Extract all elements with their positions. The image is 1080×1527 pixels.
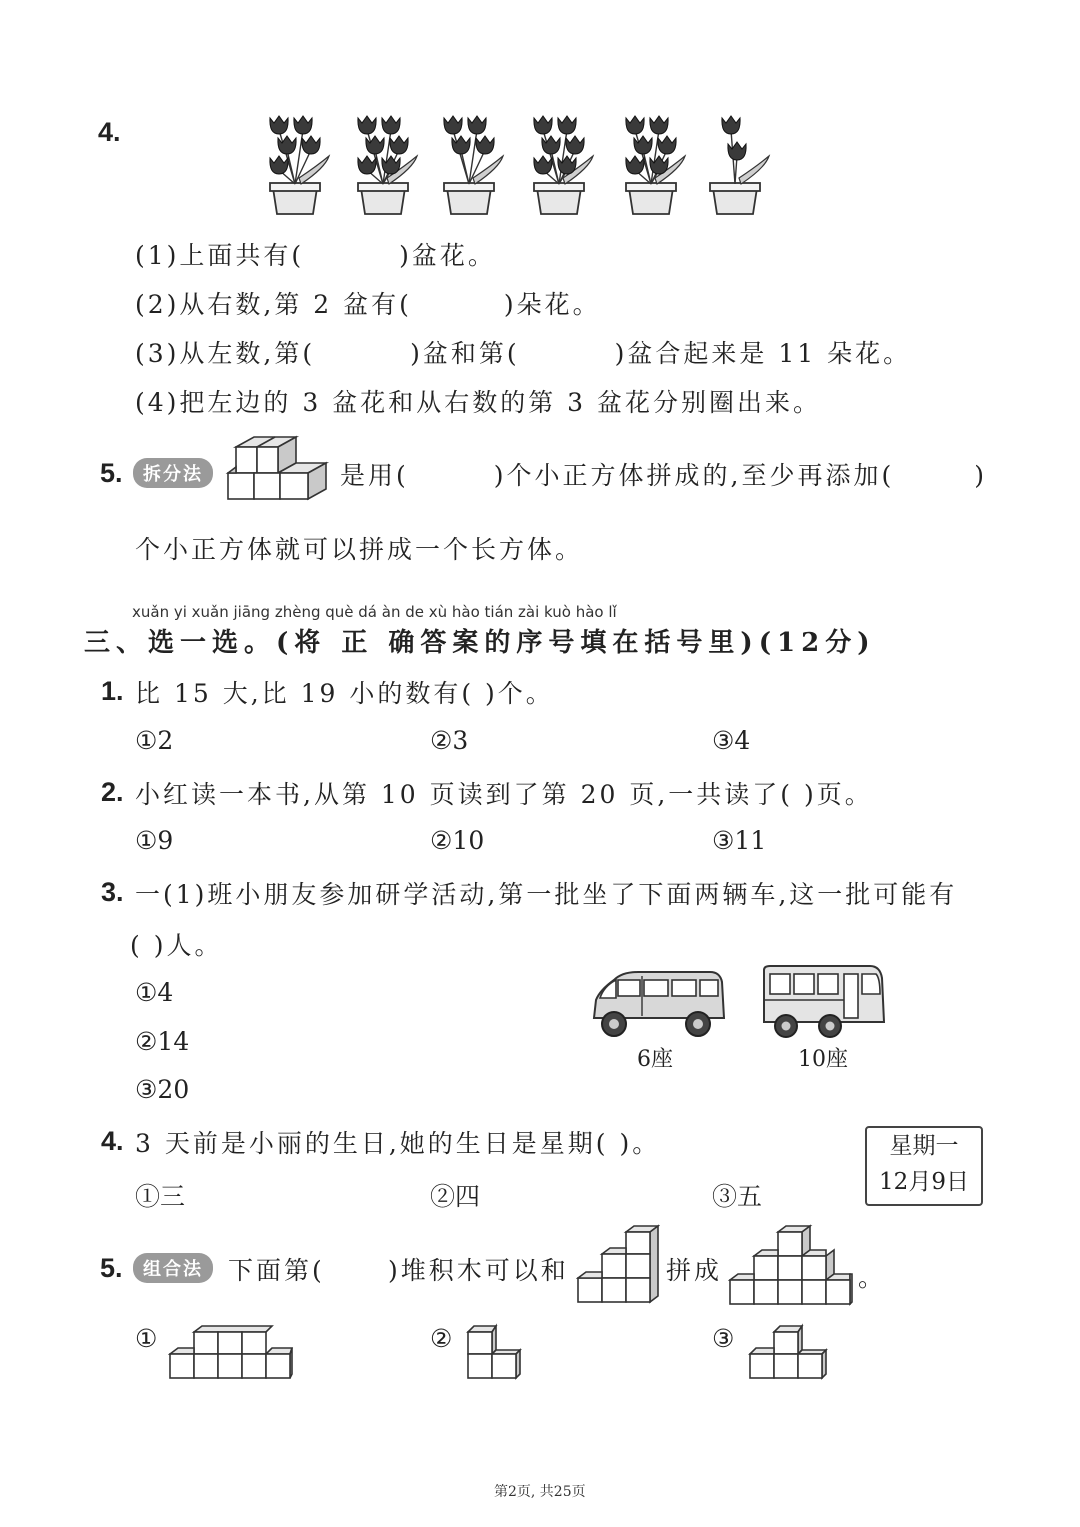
q5-t1: 是用( — [340, 461, 409, 490]
tulip-flower — [468, 116, 486, 134]
q4-l1-b: )盆花。 — [399, 241, 496, 270]
calendar-card — [865, 1126, 983, 1206]
s3q2-option-1[interactable]: ①9 — [135, 826, 174, 855]
tulip-flower — [558, 116, 576, 134]
q4-line-1 — [135, 236, 496, 272]
flower-pot-1 — [270, 116, 329, 214]
van-seat-label: 6座 — [637, 1047, 673, 1072]
s3q2-number: 2. — [101, 777, 124, 807]
q5-cube-figure — [224, 433, 334, 517]
flower-pots-illustration — [255, 108, 775, 218]
q5-method-tag: 拆分法 — [133, 458, 213, 488]
tulip-flower — [650, 116, 668, 134]
flower-pot-6 — [710, 116, 769, 214]
tulip-flower — [626, 156, 644, 174]
q4-l2-b: )朵花。 — [503, 290, 601, 319]
calendar-weekday: 星期一 — [889, 1133, 959, 1159]
s3q2-option-2[interactable]: ②10 — [430, 826, 485, 855]
calendar-date: 12月9日 — [879, 1169, 969, 1195]
flower-pot-3 — [444, 116, 503, 214]
page-footer: 第2页, 共25页 — [494, 1484, 586, 1500]
tulip-flower — [542, 136, 560, 154]
tulip-flower — [366, 136, 384, 154]
s3q5-option-3[interactable]: ③ — [712, 1324, 735, 1353]
s3q1-text: 比 15 大,比 19 小的数有( )个。 — [135, 679, 554, 708]
s3q1-option-3[interactable]: ③4 — [712, 726, 751, 755]
s3q3-option-1[interactable]: ①4 — [135, 978, 174, 1007]
s3q3-option-3[interactable]: ③20 — [135, 1075, 190, 1104]
tulip-flower — [566, 136, 584, 154]
s3q3-text: 一(1)班小朋友参加研学活动,第一批坐了下面两辆车,这一批可能有 — [135, 880, 958, 909]
s3q5-text-d: 。 — [858, 1263, 887, 1292]
s3q5-text-c: 拼成 — [666, 1256, 723, 1285]
q4-line-4: (4)把左边的 3 盆花和从右数的第 3 盆花分别圈出来。 — [135, 388, 822, 417]
option-3-blocks[interactable] — [744, 1322, 830, 1386]
tulip-flower — [634, 136, 652, 154]
s3q3-number: 3. — [101, 877, 124, 907]
q5-line-1 — [340, 456, 987, 492]
s3q2-option-3[interactable]: ③11 — [712, 826, 767, 855]
tulip-flower — [382, 116, 400, 134]
tulip-flower — [722, 116, 740, 134]
q4-line-3 — [135, 334, 911, 370]
s3q4-number: 4. — [101, 1126, 124, 1156]
flower-pot-2 — [358, 116, 417, 214]
tulip-flower — [358, 116, 376, 134]
van-icon — [588, 968, 728, 1044]
tulip-flower — [534, 116, 552, 134]
flower-pot-4 — [534, 116, 593, 214]
s3q5-method-tag: 组合法 — [133, 1253, 213, 1283]
tulip-flower — [534, 156, 552, 174]
s3q1-number: 1. — [101, 676, 124, 706]
s3q1-option-2[interactable]: ②3 — [430, 726, 469, 755]
tulip-flower — [658, 136, 676, 154]
option-1-blocks[interactable] — [168, 1322, 296, 1386]
bus-seat-label: 10座 — [798, 1047, 848, 1072]
bus-icon — [760, 964, 888, 1044]
tulip-flower — [452, 136, 470, 154]
tulip-flower — [728, 142, 746, 160]
q4-number: 4. — [98, 117, 121, 147]
q4-l3-b: )盆和第( — [410, 339, 520, 368]
q5-t2: )个小正方体拼成的,至少再添加( — [493, 461, 895, 490]
q4-line-2 — [135, 285, 601, 321]
s3q3-option-2[interactable]: ②14 — [135, 1027, 190, 1056]
s3q5-option-1[interactable]: ① — [135, 1324, 158, 1353]
q5-number: 5. — [100, 458, 123, 488]
s3q3-text-2: ( )人。 — [130, 931, 223, 960]
tulip-flower — [294, 116, 312, 134]
tulip-flower — [358, 156, 376, 174]
tulip-flower — [626, 116, 644, 134]
q4-l1-a: (1)上面共有( — [135, 241, 305, 270]
s3q5-text-b: )堆积木可以和 — [388, 1256, 569, 1285]
flower-pots-svg — [255, 108, 775, 218]
tulip-flower — [650, 156, 668, 174]
s3q5-text-a: 下面第( — [228, 1256, 325, 1285]
section3-pinyin: xuǎn yi xuǎn jiāng zhèng què dá àn de xù hào tián zài kuò hào lǐ — [132, 603, 617, 621]
tulip-flower — [302, 136, 320, 154]
q4-l3-a: (3)从左数,第( — [135, 339, 316, 368]
q5-t3: ) — [974, 461, 987, 490]
tulip-flower — [270, 156, 288, 174]
tulip-flower — [270, 116, 288, 134]
s3q4-option-1[interactable]: ①三 — [135, 1182, 186, 1211]
tulip-flower — [278, 136, 296, 154]
tulip-flower — [476, 136, 494, 154]
s3q5-number: 5. — [100, 1253, 123, 1283]
s3q2-text: 小红读一本书,从第 10 页读到了第 20 页,一共读了( )页。 — [135, 780, 873, 809]
q5-line-2: 个小正方体就可以拼成一个长方体。 — [135, 535, 584, 564]
target-block-figure — [728, 1222, 854, 1310]
s3q4-text: 3 天前是小丽的生日,她的生日是星期( )。 — [135, 1129, 661, 1158]
q4-l2-a: (2)从右数,第 2 盆有( — [135, 290, 412, 319]
tulip-flower — [390, 136, 408, 154]
s3q4-option-3[interactable]: ③五 — [712, 1182, 763, 1211]
flower-pot-5 — [626, 116, 685, 214]
q4-l3-c: )盆合起来是 11 朵花。 — [614, 339, 912, 368]
s3q1-option-1[interactable]: ①2 — [135, 726, 174, 755]
option-2-blocks[interactable] — [462, 1322, 524, 1386]
tulip-flower — [444, 116, 462, 134]
tulip-flower — [382, 156, 400, 174]
tulip-flower — [558, 156, 576, 174]
s3q5-option-2[interactable]: ② — [430, 1324, 453, 1353]
s3q4-option-2[interactable]: ②四 — [430, 1182, 481, 1211]
section3-title: 三、选一选。(将 正 确答案的序号填在括号里)(12分) — [84, 628, 876, 658]
given-block-figure — [576, 1224, 660, 1310]
